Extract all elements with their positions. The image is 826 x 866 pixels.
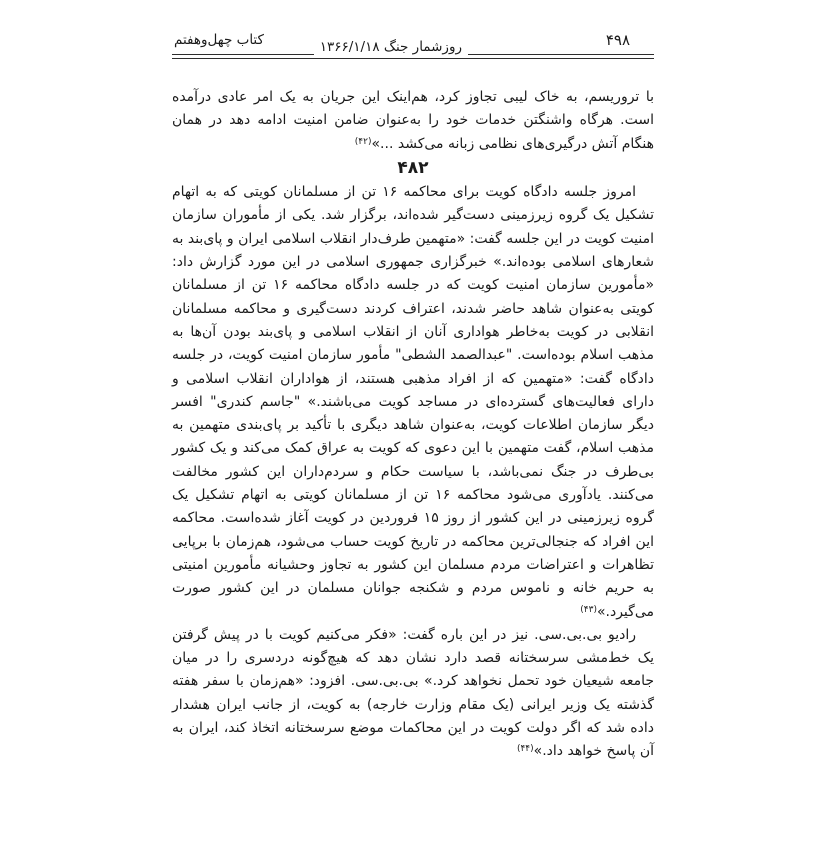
footnote-ref-44: (۴۴) <box>516 744 534 755</box>
body-text <box>172 86 654 764</box>
running-title: روزشمار جنگ ۱۳۶۶/۱/۱۸ <box>314 38 468 57</box>
paragraph-continuation <box>172 86 654 156</box>
footnote-ref-42: (۴۲) <box>354 136 372 147</box>
paragraph-text: با تروریسم، به خاک لیبی تجاوز کرد، هم‌اینک این جریان به یک امر عادی درآمده است. هرگاه واشنگتن خدمات خود را به‌عنوان ضامن امنیت ادامه دهد در همان هنگام آتش درگیری‌های نظامی زبانه می‌کشد ...» <box>172 89 654 152</box>
book-title: کتاب چهل‌وهفتم <box>174 32 264 48</box>
page-header <box>172 30 654 60</box>
paragraph-text: امروز جلسه دادگاه کویت برای محاکمه ۱۶ تن از مسلمانان کویتی که به اتهام تشکیل یک گروه زیرزمینی دست‌گیر شده‌اند، برگزار شد. یکی از مأموران سازمان امنیت کویت در این جلسه گفت: «متهمین طرف‌دار انقلاب اسلامی ایران و پای‌بند به شعارهای اسلامی بوده‌اند.» خبرگزاری جمهوری اسلامی در این مورد گزارش داد: «مأمورین سازمان امنیت کویت که در جلسه دادگاه محاکمه ۱۶ تن از مسلمانان کویتی به‌عنوان شاهد حاضر شدند، اعتراف کردند دست‌گیری و محاکمه مسلمانان انقلابی در کویت به‌خاطر هواداری آنان از انقلاب اسلامی و پای‌بند بودن آن‌ها به مذهب اسلام بوده‌است. "عبدالصمد الشطی" مأمور سازمان امنیت کویت، در جلسه دادگاه گفت: «متهمین که از افراد مذهبی هستند، از هواداران انقلاب اسلامی و دارای فعالیت‌های گسترده‌ای در مساجد کویت می‌باشند.» "جاسم کندری" افسر دیگر سازمان اطلاعات کویت، به‌عنوان شاهد دیگری با تأکید بر پای‌بندی متهمین به مذهب اسلام، گفت متهمین با این دعوی که کویت به عراق کمک می‌کند و یک کشور بی‌طرف در جنگ نمی‌باشد، با سیاست حکام و سردم‌داران این کشور مخالفت می‌کنند. یادآوری می‌شود محاکمه ۱۶ تن از مسلمانان کویتی به اتهام تشکیل یک گروه زیرزمینی در این کشور از روز ۱۵ فروردین در کویت آغاز شده‌است. محاکمه این افراد که جنجالی‌ترین محاکمه در تاریخ کویت حساب می‌شود، هم‌زمان با برپایی تظاهرات و اعتراضات مردم مسلمان این کشور به تجاوز وحشیانه مأمورین امنیتی به حریم خانه و ناموس مردم و شکنجه جوانان مسلمان در این کشور صورت می‌گیرد.» <box>172 184 655 620</box>
text-column <box>172 30 654 764</box>
page-number: ۴۹۸ <box>605 31 630 49</box>
footnote-ref-43: (۴۳) <box>580 604 597 615</box>
paragraph-trial-report <box>172 181 654 624</box>
section-number: ۴۸۲ <box>397 157 429 178</box>
paragraph-bbc-radio <box>172 624 654 764</box>
paragraph-text: رادیو بی.بی.سی. نیز در این باره گفت: «فکر می‌کنیم کویت با در پیش گرفتن یک خط‌مشی سرسختانه قصد دارد نشان دهد که هیچ‌گونه دردسری را در میان جامعه شیعیان خود تحمل نخواهد کرد.» بی.بی.سی. افزود: «هم‌زمان با سفر هفته گذشته یک وزیر ایرانی (یک مقام وزارت خارجه) به کویت، از جانب ایران هشدار داده شد که اگر دولت کویت در این محاکمات موضع سرسختانه اتخاذ کند، ایران به آن پاسخ خواهد داد.» <box>172 626 654 760</box>
